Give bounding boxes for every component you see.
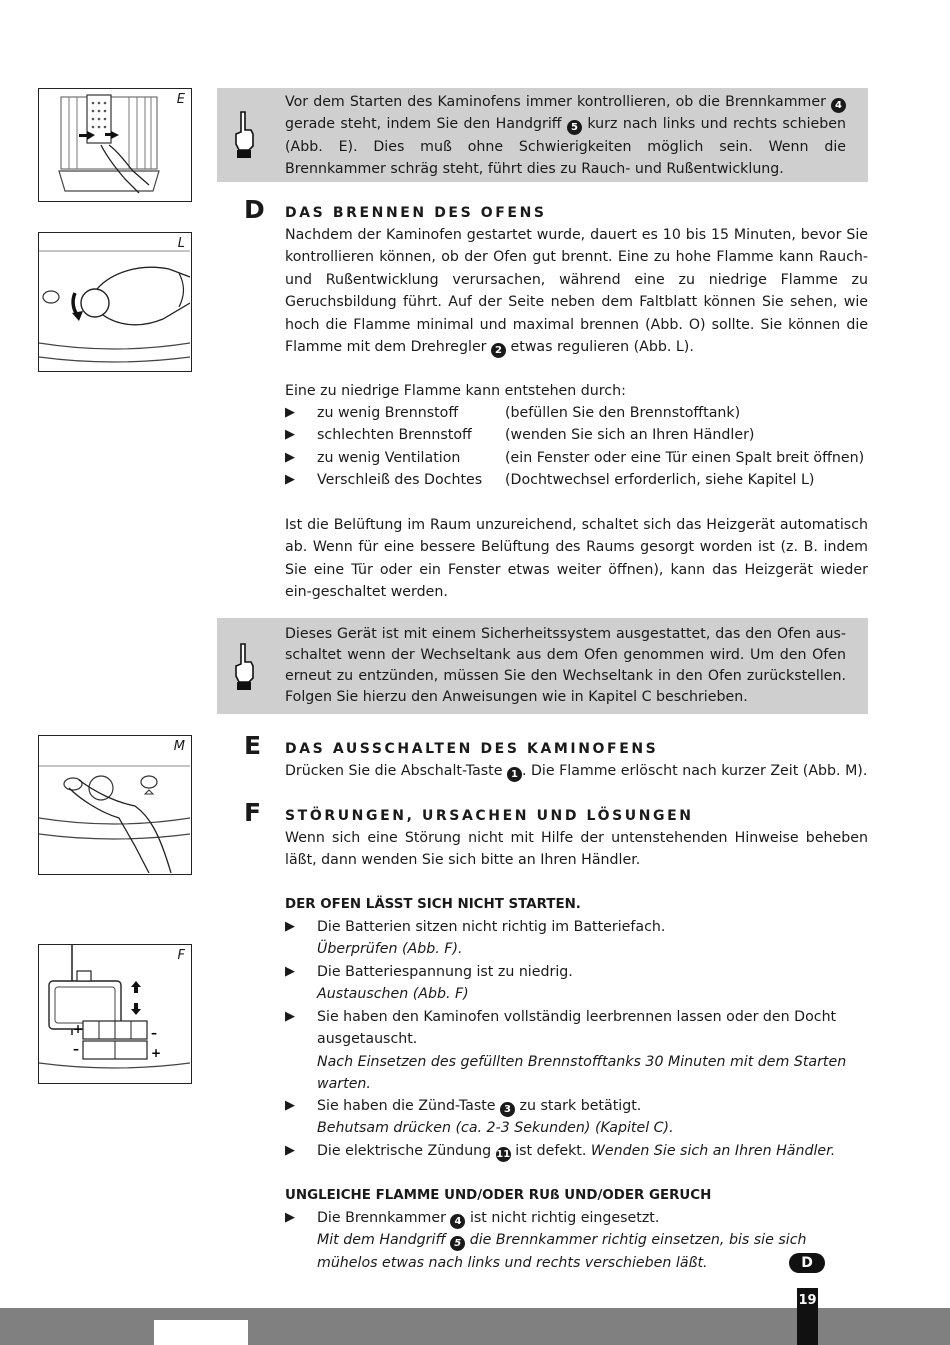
troubleshooting-intro: Wenn sich eine Störung nicht mit Hilfe der untenstehenden Hinweise beheben läßt, dann wenden Sie sich bitte an Ihren Händler. (285, 830, 868, 869)
bullet-triangle-icon: ▶ (285, 427, 295, 442)
bullet-triangle-icon: ▶ (285, 405, 295, 420)
svg-text:+: + (151, 1046, 162, 1060)
figure-label: L (177, 236, 185, 251)
trouble-item: ▶ Sie haben die Zünd-Taste 3 zu stark betätigt. Behutsam drücken (ca. 2-3 Sekunden) (Kapitel C). (285, 1095, 875, 1140)
trouble-item: ▶ Sie haben den Kaminofen vollständig leerbrennen lassen oder den Docht ausgetauscht. Nach Einsetzen des gefüllten Brennstofftanks 30 Minuten mit dem Starten warten. (285, 1006, 875, 1096)
trouble-item: ▶ Die Batteriespannung ist zu niedrig. Austauschen (Abb. F) (285, 961, 875, 1006)
bullet-triangle-icon: ▶ (285, 1098, 295, 1113)
section-letter-f: F (244, 798, 262, 827)
low-flame-intro: Eine zu niedrige Flamme kann entstehen durch: (285, 383, 626, 399)
note-box-safety-system (217, 618, 868, 714)
language-badge: D (789, 1253, 825, 1273)
bullet-triangle-icon: ▶ (285, 964, 295, 979)
figure-l (38, 232, 192, 372)
part-number-badge: 4 (831, 98, 846, 113)
figure-label: M (173, 739, 185, 754)
figure-label: F (177, 948, 185, 963)
section-heading-e: DAS AUSSCHALTEN DES KAMINOFENS (285, 741, 659, 757)
page-number: 19 (797, 1288, 818, 1345)
trouble-item: ▶ Die Batterien sitzen nicht richtig im Batteriefach. Überprüfen (Abb. F). (285, 916, 875, 961)
heater-burner-illustration (39, 89, 190, 200)
shutdown-paragraph: Drücken Sie die Abschalt-Taste 1 . Die Flamme erlöscht nach kurzer Zeit (Abb. M). (285, 763, 868, 780)
bullet-triangle-icon: ▶ (285, 450, 295, 465)
section-heading-d: DAS BRENNEN DES OFENS (285, 205, 547, 221)
pointing-hand-icon (231, 642, 259, 692)
shutdown-button-illustration (39, 736, 190, 873)
svg-text:–: – (151, 1026, 157, 1040)
subheading-uneven-flame: UNGLEICHE FLAMME UND/ODER RUß UND/ODER GERUCH (285, 1188, 712, 1203)
figure-f (38, 944, 192, 1084)
part-number-badge: 4 (450, 1214, 465, 1229)
flame-paragraph: Nachdem der Kaminofen gestartet wurde, dauert es 10 bis 15 Minuten, bevor Sie kontrollieren können, ob der Ofen gut brennt. Eine zu hohe Flamme kann Rauch- und Rußentwicklung verursachen, während eine zu niedrige Flamme zu Geruchsbildung führt. Auf der Seite neben dem Faltblatt können Sie sehen, wie hoch die Flamme minimal und maximal brennen (Abb. O) sollte. Sie können die Flamme mit dem Drehregler 2 etwas regulieren (Abb. L). (285, 227, 868, 357)
bullet-triangle-icon: ▶ (285, 1143, 295, 1158)
section-heading-f: STÖRUNGEN, URSACHEN UND LÖSUNGEN (285, 808, 694, 824)
battery-compartment-illustration (39, 945, 190, 1082)
footer-white-block (154, 1320, 248, 1345)
bullet-triangle-icon: ▶ (285, 919, 295, 934)
subheading-not-starting: DER OFEN LÄSST SICH NICHT STARTEN. (285, 897, 581, 912)
part-number-badge: 2 (491, 343, 506, 358)
figure-e (38, 88, 192, 202)
part-number-badge: 11 (496, 1149, 511, 1160)
figure-m (38, 735, 192, 875)
bullet-triangle-icon: ▶ (285, 472, 295, 487)
part-number-badge: 5 (567, 120, 582, 135)
svg-text:+: + (73, 1022, 84, 1036)
ventilation-paragraph: Ist die Belüftung im Raum unzureichend, schaltet sich das Heizgerät automatisch ab. Wenn für eine bessere Belüftung des Raums gesorgt worden ist (z. B. indem Sie eine Tür oder ein Fenster etwas weiter öffnen), kann das Heizgerät wieder ein-geschaltet werden. (285, 517, 868, 601)
pointing-hand-icon (231, 110, 259, 160)
bullet-triangle-icon: ▶ (285, 1009, 295, 1024)
part-number-badge: 3 (500, 1102, 515, 1117)
figure-label: E (176, 92, 185, 107)
part-number-badge: 1 (507, 767, 522, 782)
trouble-item: ▶ Die Brennkammer 4 ist nicht richtig eingesetzt. Mit dem Handgriff 5 die Brennkammer richtig einsetzen, bis sie sich mühelos etwas nach links und rechts verschieben läßt. (285, 1207, 875, 1274)
note-box-burner-check (217, 88, 868, 182)
svg-text:–: – (73, 1042, 79, 1056)
trouble-item: ▶ Die elektrische Zündung 11 ist defekt. Wenden Sie sich an Ihren Händler. (285, 1140, 875, 1162)
section-letter-e: E (244, 731, 262, 760)
note-text: Vor dem Starten des Kaminofens immer kontrollieren, ob die Brennkammer 4 gerade steht, indem Sie den Handgriff 5 kurz nach links und rechts schieben (Abb. E). Dies muß ohne Schwierigkeiten möglich sein. Wenn die Brennkammer schräg steht, führt dies zu Rauch- und Rußentwicklung. (285, 94, 846, 178)
section-letter-d: D (244, 195, 265, 224)
bullet-triangle-icon: ▶ (285, 1210, 295, 1225)
part-number-badge: 5 (450, 1236, 465, 1251)
note-text: Dieses Gerät ist mit einem Sicherheitssystem ausgestattet, das den Ofen aus-schaltet wenn der Wechseltank aus dem Ofen genommen wird. Um den Ofen erneut zu entzünden, müssen Sie den Wechseltank in den Ofen zurückstellen. Folgen Sie hierzu den Anweisungen wie in Kapitel C beschrieben. (285, 626, 846, 705)
flame-control-knob-illustration (39, 233, 190, 370)
